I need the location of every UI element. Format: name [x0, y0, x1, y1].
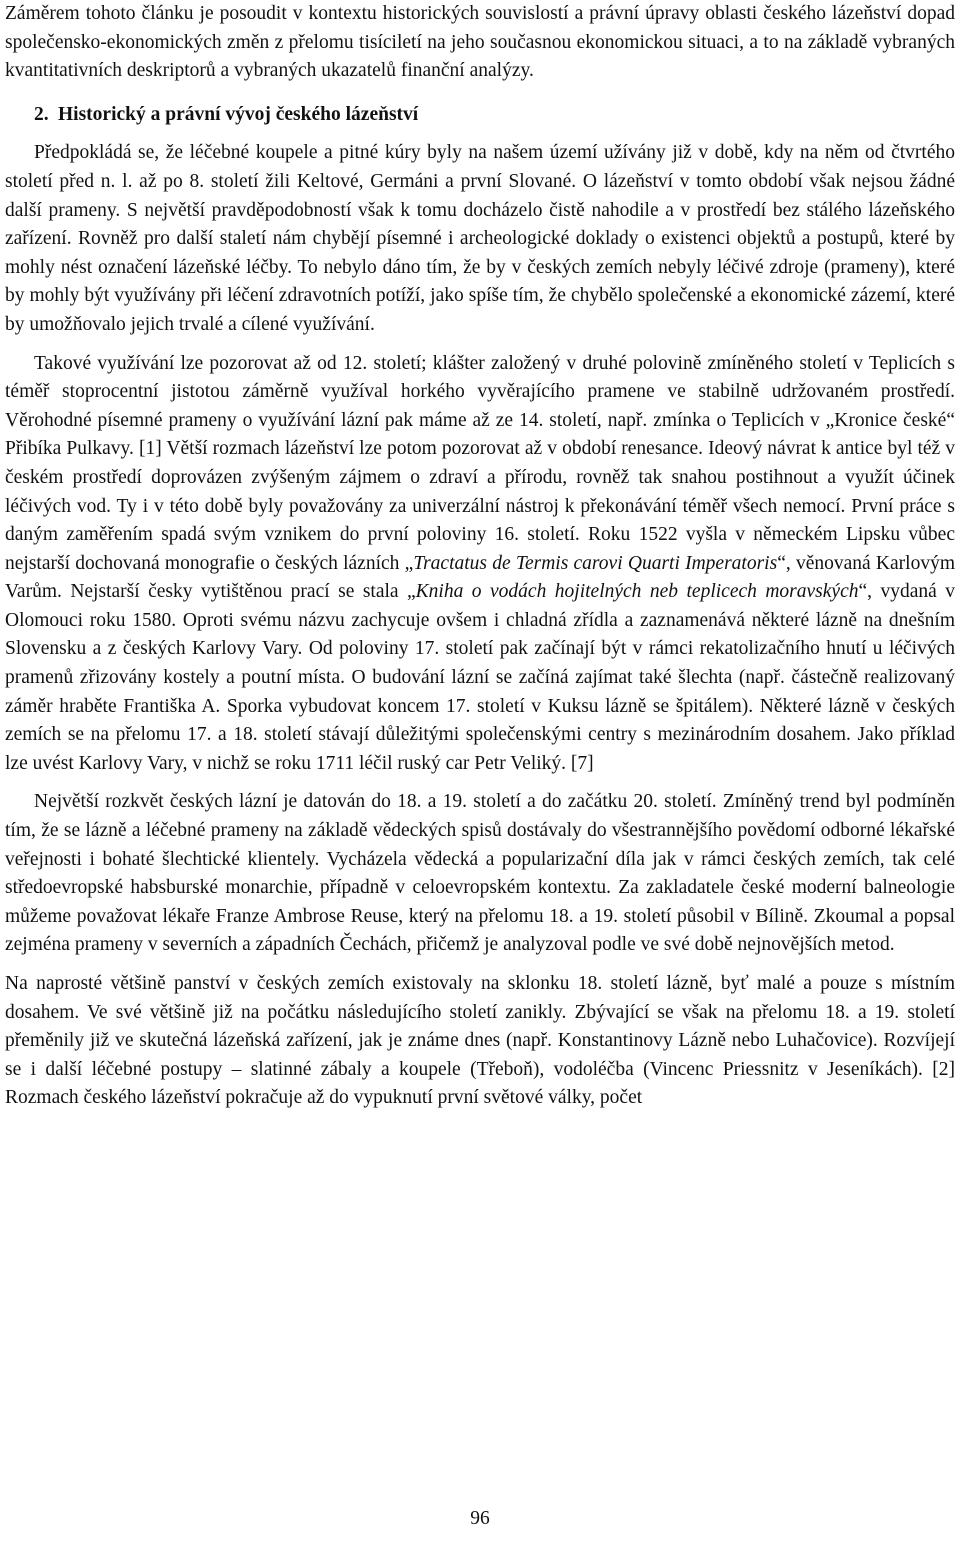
paragraph-2-title-tractatus: Tractatus de Termis carovi Quarti Imperatoris [413, 552, 778, 574]
paragraph-1: Předpokládá se, že léčebné koupele a pitné kúry byly na našem území užívány již v době, kdy na něm od čtvrtého století před n. l. až po 8. století žili Keltové, Germáni a první Slované. O lázeňství v tomto období však nejsou žádné další prameny. S největší pravděpodobností však k tomu docházelo čistě nahodile a v prostředí bez stálého lázeňského zařízení. Rovněž pro další staletí nám chybějí písemné i archeologické doklady o existenci objektů a postupů, které by mohly nést označení lázeňské léčby. To nebylo dáno tím, že by v českých zemích nebyly léčivé zdroje (prameny), které by mohly být využívány při léčení zdravotních potíží, jako spíše tím, že chybělo společenské a ekonomické zázemí, které by umožňovalo jejich trvalé a cílené využívání. [5, 142, 955, 335]
section-title: Historický a právní vývoj českého lázeňství [58, 103, 419, 125]
paragraph-3: Největší rozkvět českých lázní je datován do 18. a 19. století a do začátku 20. století. Zmíněný trend byl podmíněn tím, že se lázně a léčebné prameny na základě vědeckých spisů dostávaly do všestrannějšího povědomí odborné lékařské veřejnosti i bohaté šlechtické klientely. Vycházela vědecká a popularizační díla jak v rámci českých zemích, tak celé středoevropské habsburské monarchie, případně v celoevropském kontextu. Za zakladatele české moderní balneologie můžeme považovat lékaře Franze Ambrose Reuse, který na přelomu 18. a 19. století působil v Bílině. Zkoumal a popsal zejména prameny v severních a západních Čechách, přičemž je analyzoval podle ve své době nejnovějších metod. [5, 791, 955, 956]
paragraph-2-text-b: “, věnovaná Karlovým Varům. Nejstarší česky vytištěnou prací se stala „ [5, 552, 956, 603]
paragraph-2-title-kniha: Kniha o vodách hojitelných neb teplicech moravských [415, 581, 859, 603]
intro-paragraph: Záměrem tohoto článku je posoudit v kontextu historických souvislostí a právní úpravy oblasti českého lázeňství dopad společensko-ekonomických změn z přelomu tisíciletí na jeho současnou ekonomickou situaci, a to na základě vybraných kvantitativních deskriptorů a vybraných ukazatelů finanční analýzy. [5, 3, 955, 82]
page-number: 96 [470, 1508, 490, 1529]
paragraph-4: Na naprosté většině panství v českých zemích existovaly na sklonku 18. století lázně, byť malé a pouze s místním dosahem. Ve své většině již na počátku následujícího století zanikly. Zbývající se však na přelomu 18. a 19. století přeměnily již ve skutečná lázeňská zařízení, jak je známe dnes (např. Konstantinovy Lázně nebo Luhačovice). Rozvíjejí se i další léčebné postupy – slatinné zábaly a koupele (Třeboň), vodoléčba (Vincenc Priessnitz v Jeseníkách). [2] Rozmach českého lázeňství pokračuje až do vypuknutí první světové války, počet [5, 973, 955, 1109]
paragraph-2-text-c: “, vydaná v Olomouci roku 1580. Oproti svému názvu zachycuje ovšem i chladná zřídla a zaznamenává některé lázně na dnešním Slovensku a z českých Karlovy Vary. Od poloviny 17. století pak začínají být v rámci rekatolizačního hnutí u léčivých pramenů zřizovány kostely a poutní místa. O budování lázní se začíná zajímat také šlechta (např. částečně realizovaný záměr hraběte Františka A. Sporka vybudovat koncem 17. století v Kuksu lázně se špitálem). Některé lázně v českých zemích se na přelomu 17. a 18. století stávají důležitými společenskými centry s mezinárodním dosahem. Jako příklad lze uvést Karlovy Vary, v nichž se roku 1711 léčil ruský car Petr Veliký. [7] [5, 581, 955, 774]
section-heading [5, 101, 955, 130]
paragraph-2 [5, 350, 955, 779]
paragraph-2-text-a: Takové využívání lze pozorovat až od 12. století; klášter založený v druhé polovině zmíněného století v Teplicích s téměř stoprocentní jistotou záměrně využíval horkého vyvěrajícího pramene ve stabilně udržovaném prostředí. Věrohodné písemné prameny o využívání lázní pak máme až ze 14. století, např. zmínka o Teplicích v „Kronice české“ Přibíka Pulkavy. [1] Větší rozmach lázeňství lze potom pozorovat až v období renesance. Ideový návrat k antice byl též v českém prostředí doprovázen zvýšeným zájmem o zdraví a přírodu, rovněž tak snahou postihnout a využít účinek léčivých vod. Ty i v této době byly považovány za univerzální nástroj k překonávání téměř všech nemocí. První práce s daným zaměřením spadá svým vznikem do první poloviny 16. století. Roku 1522 vyšla v německém Lipsku vůbec nejstarší dochovaná monografie o českých lázních „ [5, 352, 955, 574]
section-number: 2. [34, 103, 49, 125]
